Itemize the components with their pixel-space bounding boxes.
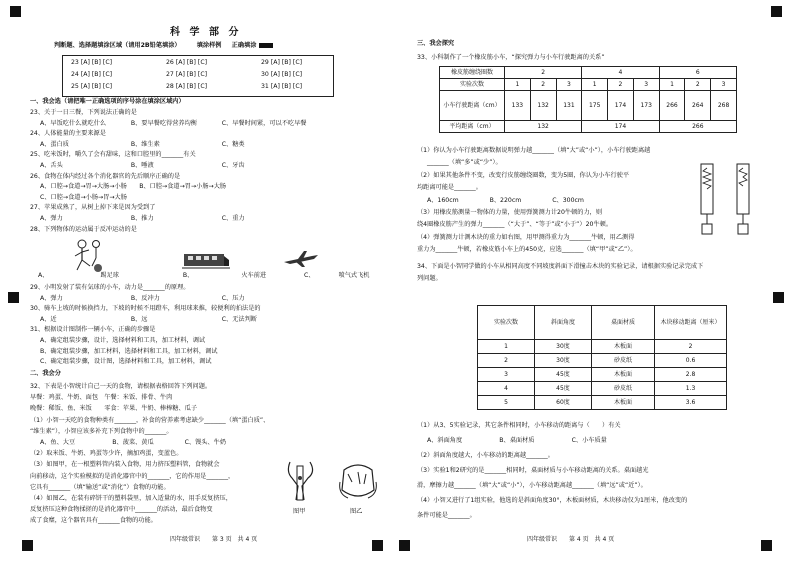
bubble-row bbox=[71, 71, 302, 79]
table-row bbox=[440, 67, 737, 79]
section-heading-classify: 二、我会分 bbox=[30, 370, 61, 377]
figure-yi-illustration bbox=[338, 460, 378, 504]
text-line: （3）实验1和2研究的是_______相同时，桌面材质与小车移动距离的关系。桌面越光 bbox=[417, 467, 649, 474]
table-cell: 266 bbox=[659, 121, 736, 133]
option-line: A、口腔→食道→胃→大肠→小肠 B、口腔→食道→胃→小肠→大肠 bbox=[40, 183, 227, 191]
option-line: A、早饭吃什么就吃什么 B、要早餐吃得营养均衡 C、早餐时间紧，可以不吃早餐 bbox=[40, 119, 307, 127]
table-header-cell: 斜面角度 bbox=[535, 306, 592, 340]
table-row bbox=[478, 382, 727, 396]
answer-instruction-row bbox=[54, 42, 273, 50]
table-cell: 3.6 bbox=[655, 396, 727, 410]
text-line: （1）从3、5实验记录，其它条件相同时，小车移动的距离与（ ）有关 bbox=[417, 422, 621, 429]
table-cell: 1 bbox=[478, 340, 535, 354]
table-cell: 0.6 bbox=[655, 354, 727, 368]
option-letter: B、 bbox=[182, 272, 194, 279]
question-line: 24、人体能量的主要来源是 bbox=[30, 130, 106, 138]
text-line: （4）小智又进行了1组实验，他选的是斜面角度30°，木板面材质，木块移动仅为1厘米，他改变的 bbox=[417, 497, 688, 504]
text-line: 滑，摩擦力越_______（填“大”或“小”），小车移动距离越_______（填“远”或“近”）。 bbox=[417, 482, 647, 489]
text-line: 列问题。 bbox=[417, 275, 442, 283]
bubble-group[interactable]: 27 [A] [B] [C] bbox=[166, 71, 208, 78]
text-line: 条件可能是_______。 bbox=[417, 512, 476, 519]
table-header-cell: 橡皮筋缠绕圈数 bbox=[440, 67, 505, 79]
table-cell: 175 bbox=[582, 91, 608, 121]
option-line: A、舌头 B、唾液 C、牙齿 bbox=[40, 161, 245, 169]
figure-jia-illustration bbox=[284, 458, 318, 504]
page-footer: 四年级常识 第 4 页 共 4 页 bbox=[527, 536, 615, 543]
table-cell: 30度 bbox=[535, 340, 592, 354]
table-cell: 174 bbox=[582, 121, 659, 133]
table-row bbox=[440, 121, 737, 133]
bubble-group[interactable]: 24 [A] [B] [C] bbox=[71, 71, 113, 78]
text-line: （3）如图甲，在一根塑料管内装入食物，用力挤压塑料管，食物就会 bbox=[30, 461, 220, 469]
bubble-group[interactable]: 28 [A] [B] [C] bbox=[166, 83, 208, 90]
option-caption: 喷气式飞机 bbox=[338, 272, 370, 279]
section-heading-choice: 一、我会选（请把唯一正确选项的序号涂在填涂区域内） bbox=[30, 98, 185, 105]
table-row bbox=[440, 79, 737, 91]
option-line: A、确定组装步骤，设计，选择材料和工具，加工材料，调试 bbox=[40, 336, 206, 344]
option-line: A、蛋白质 B、维生素 C、糖类 bbox=[40, 140, 245, 148]
table-cell: 砂皮纸 bbox=[592, 382, 655, 396]
right-page bbox=[397, 0, 794, 561]
question-line: 23、关于一日三餐，下列说法正确的是 bbox=[30, 109, 137, 116]
bubble-row bbox=[71, 83, 302, 91]
figure-jia-caption: 图甲 bbox=[293, 508, 306, 515]
table-header-cell: 小车行驶距离（cm） bbox=[440, 91, 505, 121]
page-title: 科 学 部 分 bbox=[170, 27, 242, 38]
table-header-cell: 木块移动距离（厘米） bbox=[655, 306, 727, 340]
table-cell: 2 bbox=[478, 354, 535, 368]
bubble-group[interactable]: 26 [A] [B] [C] bbox=[166, 59, 208, 66]
table-cell: 45度 bbox=[535, 368, 592, 382]
option-line: A、鱼、大豆 B、菠菜、黄瓜 C、馒头、牛奶 bbox=[40, 439, 227, 447]
table-cell: 4 bbox=[582, 67, 659, 79]
bubble-row bbox=[71, 59, 302, 67]
question-line: 31、根据设计图制作一辆小车，正确的步骤是 bbox=[30, 326, 156, 334]
registration-mark-bottom-right bbox=[761, 540, 772, 551]
table-cell: 2 bbox=[505, 67, 582, 79]
sample-label: 填涂样例 bbox=[196, 42, 222, 49]
table-cell: 3 bbox=[556, 79, 582, 91]
question-block-29-31 bbox=[30, 283, 261, 368]
option-line: C、口腔→食道→小肠→胃→大肠 bbox=[40, 193, 127, 201]
option-line: A、160cm B、220cm C、300cm bbox=[427, 196, 584, 204]
registration-mark-bottom-mid-right bbox=[399, 540, 410, 551]
table-cell: 木板面 bbox=[592, 340, 655, 354]
text-line: “维生素”），小智应该多补充下列食物中的_______。 bbox=[30, 427, 173, 435]
text-line: _______（填“多”或“少”）。 bbox=[427, 159, 502, 167]
question-block-34 bbox=[417, 418, 687, 523]
jet-plane-illustration bbox=[282, 250, 320, 268]
table-cell: 2 bbox=[685, 79, 711, 91]
question-line: 30、骑车上坡的时候换挡力，下坡的时候不用蹬车，利用球来推，较便利的拍法是的 bbox=[30, 305, 261, 313]
question-line: 27、苹果成熟了，从树上掉下来是因为受到了 bbox=[30, 204, 156, 212]
page-footer: 四年级常识 第 3 页 共 4 页 bbox=[170, 536, 258, 543]
table-cell: 2 bbox=[608, 79, 634, 91]
train-illustration bbox=[182, 248, 230, 270]
table-cell: 2.8 bbox=[655, 368, 727, 382]
text-line: 向前移动，这个实验模拟的是消化器官中的_______，它的作用是_______， bbox=[30, 472, 235, 480]
option-caption: 踢足球 bbox=[100, 272, 119, 279]
table-cell: 1 bbox=[505, 79, 531, 91]
option-line: A、弹力 B、反冲力 C、压力 bbox=[40, 294, 245, 302]
table-cell: 173 bbox=[633, 91, 659, 121]
option-line: C、确定组装步骤，设计图，选择材料和工具，加工材料，调试 bbox=[40, 358, 212, 366]
table-cell: 264 bbox=[685, 91, 711, 121]
registration-mark-mid-right bbox=[773, 292, 784, 303]
table-cell: 132 bbox=[505, 121, 582, 133]
table-header-cell: 平均距离（cm） bbox=[440, 121, 505, 133]
text-line: 早餐：鸡蛋、牛奶、面包 午餐：米饭、排骨、牛肉 bbox=[30, 394, 173, 402]
table-row bbox=[440, 91, 737, 121]
table-cell: 45度 bbox=[535, 382, 592, 396]
table-cell: 2 bbox=[530, 79, 556, 91]
question-line: 34、下面是小智同学做的小车从相同高度不同坡度斜面下滑撞击木块的实验记录，请根据实验记录完成下 bbox=[417, 262, 704, 270]
section-heading-explore: 三、我会探究 bbox=[417, 40, 455, 47]
spring-scale-jia-illustration bbox=[697, 160, 717, 240]
table-cell: 60度 bbox=[535, 396, 592, 410]
question-line: 25、吃米饭时，嚼久了会有甜味，这和口腔里的_______有关 bbox=[30, 151, 196, 159]
bubble-group[interactable]: 31 [A] [B] [C] bbox=[261, 83, 303, 90]
table-cell: 3 bbox=[633, 79, 659, 91]
table-row bbox=[478, 340, 727, 354]
question-line: 26、食物在体内经过各个消化器官的先后顺序正确的是 bbox=[30, 172, 181, 180]
table-cell: 6 bbox=[659, 67, 736, 79]
question-block-23-28 bbox=[30, 108, 306, 235]
filled-bubble-sample bbox=[259, 43, 273, 48]
question-33: 33、小科制作了一个橡皮筋小车，“探究弹力与小车行驶距离的关系” bbox=[417, 54, 605, 61]
bubble-group[interactable]: 23 [A] [B] [C] bbox=[71, 59, 113, 66]
option-line: A、近 B、远 C、无法判断 bbox=[40, 315, 257, 323]
table-cell: 268 bbox=[711, 91, 737, 121]
option-letter: C、 bbox=[304, 272, 315, 279]
table-row bbox=[478, 396, 727, 410]
text-line: 成了食糜，这个器官具有_______食物的功能。 bbox=[30, 517, 157, 525]
question-line: 32、下表是小智统计自己一天的食物，请根据表格回答下列问题。 bbox=[30, 383, 212, 390]
table-row bbox=[478, 354, 727, 368]
table-cell: 5 bbox=[478, 396, 535, 410]
text-line: 重力为_______牛顿，若橡皮筋小车上的450克，应选_______（填“甲”或“乙”）。 bbox=[417, 246, 637, 254]
figure-yi-caption: 图乙 bbox=[350, 508, 363, 515]
table-header-cell: 实验次数 bbox=[440, 79, 505, 91]
elastic-band-table bbox=[439, 66, 737, 133]
registration-mark-bottom-left bbox=[22, 540, 33, 551]
bubble-grid bbox=[62, 55, 334, 97]
registration-mark-mid-left bbox=[8, 292, 19, 303]
table-cell: 174 bbox=[608, 91, 634, 121]
question-line: 29、小明发射了装有気球的小车，动力是_______的原理。 bbox=[30, 284, 190, 291]
text-line: （4）如图乙，在装有碎饼干的塑料袋里，加入适量的水，用手反复挤压， bbox=[30, 495, 232, 503]
text-line: （2）斜面角度越大，小车移动的距离越_______。 bbox=[417, 452, 554, 459]
table-cell: 30度 bbox=[535, 354, 592, 368]
bubble-group[interactable]: 25 [A] [B] [C] bbox=[71, 83, 113, 90]
option-letter: A、 bbox=[38, 272, 49, 279]
table-cell: 1 bbox=[582, 79, 608, 91]
table-cell: 3 bbox=[478, 368, 535, 382]
question-block-33 bbox=[417, 145, 703, 285]
table-header-cell: 实验次数 bbox=[478, 306, 535, 340]
table-cell: 131 bbox=[556, 91, 582, 121]
text-line: （1）小智一天吃的食物种类有_______，补食的营养素考虑缺少_______（填“蛋白质”、 bbox=[30, 416, 270, 424]
table-header-cell: 桌面材质 bbox=[592, 306, 655, 340]
kick-football-illustration bbox=[72, 238, 106, 274]
registration-mark-top-right bbox=[771, 6, 782, 17]
text-line: （1）你认为小车行驶距离数据说明弹力越_______（填“大”或“小”），小车行驶距离越 bbox=[417, 147, 651, 154]
table-cell: 1 bbox=[659, 79, 685, 91]
text-line: 晚餐：稀饭、鱼、米饭 零食：苹果、牛奶、棒棒糖、瓜子 bbox=[30, 405, 198, 413]
table-cell: 133 bbox=[505, 91, 531, 121]
spring-scale-yi-illustration bbox=[733, 160, 753, 240]
bubble-group[interactable]: 29 [A] [B] [C] bbox=[261, 59, 303, 66]
table-cell: 2 bbox=[655, 340, 727, 354]
question-line: 28、下列物体的运动属于反冲运动的是 bbox=[30, 225, 137, 233]
option-line: A、斜面角度 B、桌面材质 C、小车质量 bbox=[427, 437, 607, 444]
table-cell: 木板面 bbox=[592, 368, 655, 382]
text-line: （2）取米饭、牛奶、鸡蛋等少许，摘加鸡蛋，变蓝色。 bbox=[30, 450, 183, 458]
table-cell: 木板面 bbox=[592, 396, 655, 410]
table-cell: 132 bbox=[530, 91, 556, 121]
incline-experiment-table bbox=[477, 305, 727, 410]
registration-mark-top-left bbox=[10, 6, 21, 17]
table-cell: 1.3 bbox=[655, 382, 727, 396]
table-cell: 3 bbox=[711, 79, 737, 91]
text-line: 绕4圈橡皮筋产生的弹力_______（“大于”、“等于”或“小于”）20牛顿。 bbox=[417, 221, 613, 229]
table-cell: 266 bbox=[659, 91, 685, 121]
question-block-32 bbox=[30, 381, 269, 527]
table-cell: 砂皮纸 bbox=[592, 354, 655, 368]
text-line: （4）弹簧测力计测木块的重力如右图，用甲测得重力为_______牛顿，用乙测得 bbox=[417, 233, 635, 241]
table-header-row bbox=[478, 306, 727, 340]
registration-mark-bottom-mid bbox=[372, 540, 383, 551]
option-line: A、弹力 B、推力 C、重力 bbox=[40, 214, 245, 222]
table-row bbox=[478, 368, 727, 382]
option-line: B、确定组装步骤，加工材料，选择材料和工具，加工材料，调试 bbox=[40, 347, 218, 355]
text-line: 反复挤压这种食物揉搓的是消化器官中_______的活动，最后食物变 bbox=[30, 506, 213, 514]
text-line: （3）用橡皮筋测量一物体的力量，使用弹簧测力计20牛顿的力，则 bbox=[417, 209, 603, 217]
bubble-group[interactable]: 30 [A] [B] [C] bbox=[261, 71, 303, 78]
text-line: （2）如果其他条件不变，改变行皮筋缠绕圈数，变为5圈，你认为小车行驶平 bbox=[417, 171, 630, 179]
sample-correct: 正确填涂 bbox=[231, 42, 257, 49]
text-line: 它具有_______（填“输送”或“消化”）食物的功能。 bbox=[30, 483, 170, 491]
q28-options bbox=[38, 272, 369, 280]
text-line: 均距离可能是_______。 bbox=[417, 184, 482, 192]
table-cell: 4 bbox=[478, 382, 535, 396]
option-caption: 火车前进 bbox=[241, 272, 267, 279]
answer-instruction: 判断题、选择题填涂区域（请用2B铅笔填涂） bbox=[54, 42, 181, 49]
